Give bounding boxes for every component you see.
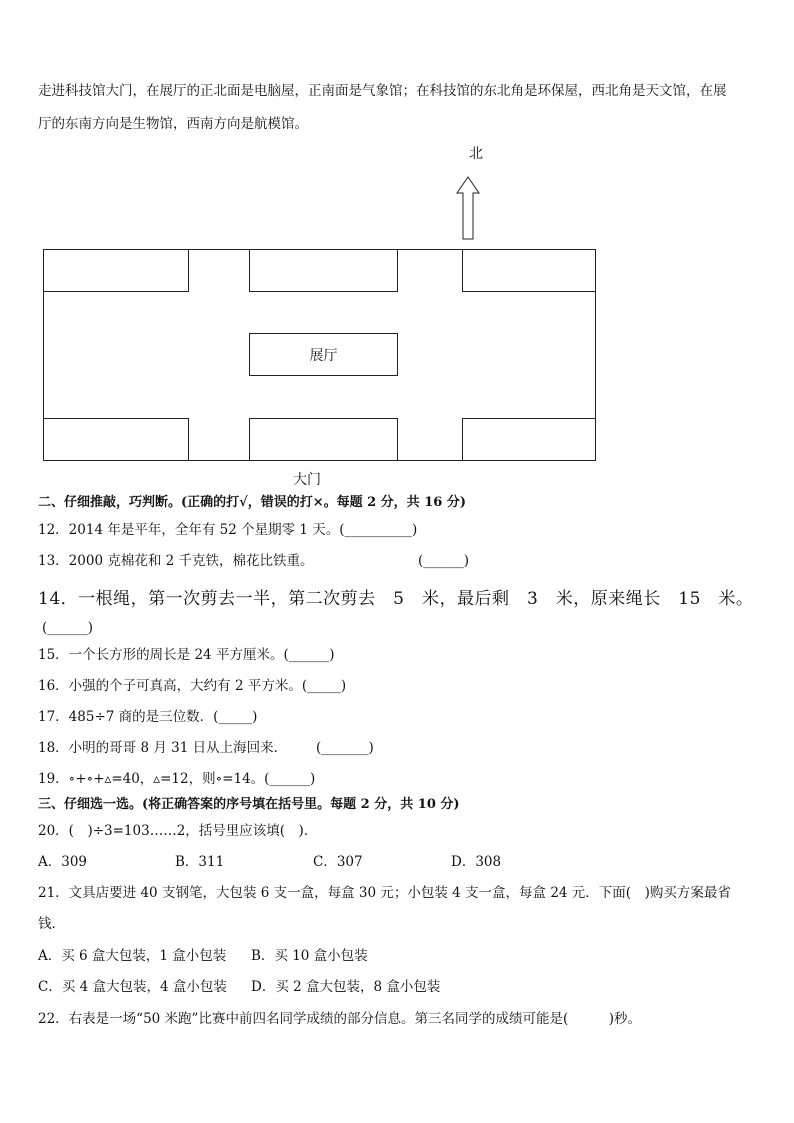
room-southeast [462,418,596,461]
question-16: 16．小强的个子可真高，大约有 2 平方米。(_____) [38,678,347,694]
question-17: 17．485÷7 商的是三位数．(_____) [38,709,258,725]
question-12: 12．2014 年是平年，全年有 52 个星期零 1 天。(__________) [38,522,418,538]
question-20-option-c: C．307 [313,854,363,870]
question-19: 19．∘+∘+▵=40，▵=12，则∘=14。(______) [38,771,316,787]
section3-title: 三、仔细选一选。(将正确答案的序号填在括号里。每题 2 分，共 10 分) [38,797,460,812]
room-southwest [43,418,189,461]
question-13: 13．2000 克棉花和 2 千克铁，棉花比铁重。 [38,553,314,569]
question-15: 15．一个长方形的周长是 24 平方厘米。(______) [38,647,335,663]
question-21-option-b: B．买 10 盒小包装 [251,948,368,964]
question-21-line-1: 21．文具店要进 40 支钢笔，大包装 6 支一盒，每盒 30 元；小包装 4 支一盒，每盒 24 元．下面( )购买方案最省 [38,885,731,901]
hall-label: 展厅 [309,347,338,364]
question-20-option-a: A．309 [38,854,88,870]
question-22: 22．右表是一场“50 米跑”比赛中前四名同学成绩的部分信息。第三名同学的成绩可能是( )秒。 [38,1011,641,1027]
section2-title: 二、仔细推敲，巧判断。(正确的打√，错误的打×。每题 2 分，共 16 分) [38,495,466,510]
intro-line-1: 走进科技馆大门，在展厅的正北面是电脑屋，正南面是气象馆；在科技馆的东北角是环保屋，西北角是天文馆，在展 [38,83,727,99]
question-13-blank: (______) [418,553,470,569]
question-21-option-d: D．买 2 盒大包装，8 盒小包装 [251,979,441,995]
north-arrow-icon [455,176,481,242]
room-northeast [462,249,596,292]
question-18-blank: (_______) [316,740,374,756]
room-northwest [43,249,189,292]
question-18: 18．小明的哥哥 8 月 31 日从上海回来． [38,740,288,756]
question-21-option-c: C．买 4 盒大包装，4 盒小包装 [38,979,227,995]
question-21-line-2: 钱． [38,916,65,932]
question-20-option-d: D．308 [451,854,502,870]
question-21-option-a: A．买 6 盒大包装，1 盒小包装 [38,948,227,964]
north-label: 北 [469,146,483,162]
question-14-blank: (______) [42,620,94,636]
room-south [249,418,398,461]
intro-line-2: 厅的东南方向是生物馆，西南方向是航模馆。 [38,116,308,132]
question-20-option-b: B．311 [175,854,225,870]
room-north [249,249,398,292]
question-20: 20．( )÷3=103……2，括号里应该填( )． [38,823,318,839]
gate-label: 大门 [293,472,321,488]
question-14: 14．一根绳，第一次剪去一半，第二次剪去 5 米，最后剩 3 米，原来绳长 15 米。 [38,589,754,609]
